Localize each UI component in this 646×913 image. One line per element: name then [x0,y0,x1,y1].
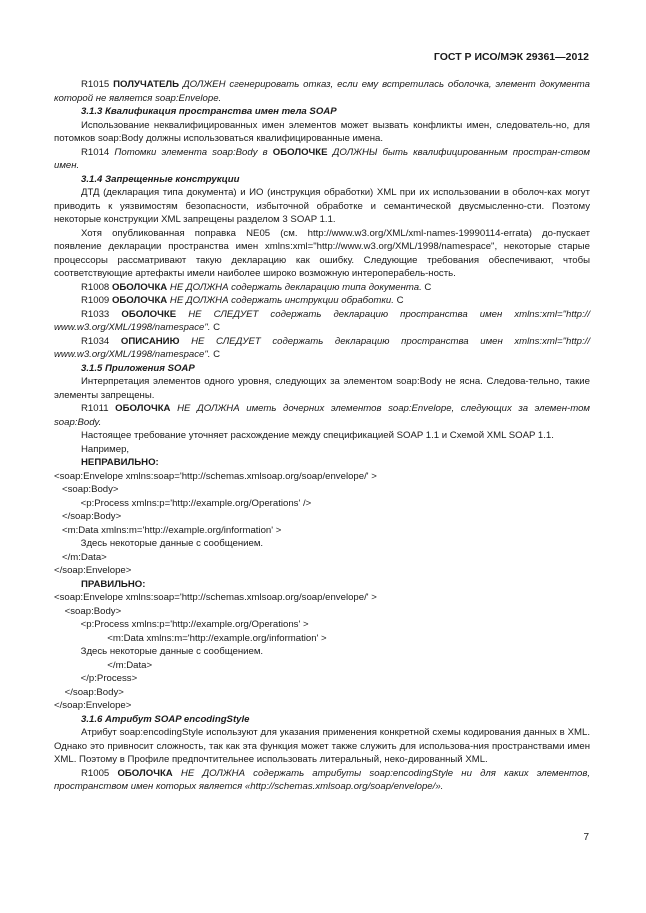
req-keyword: ПОЛУЧАТЕЛЬ [113,79,180,90]
requirement-r1005 [54,767,590,794]
code-line: Здесь некоторые данные с сообщением. [54,538,264,549]
req-id: R1009 [81,295,112,306]
req-keyword: ОБОЛОЧКА [111,281,168,293]
code-line: <soap:Body> [54,605,122,617]
paragraph: Хотя опубликованная поправка NE05 (см. http://www.w3.org/XML/xml-names-19990114-errata) до-пускает появление декларации пространства имен xmlns:xml="http://www.w3.org/XML/1998/namespace", некоторые старые процессоры рассматривают такую декларацию как ошибку. Следующие требования обеспечивают, чтобы соответствующие артефакты имели наиболее широко возможную интероперабель-ность. [54,227,590,279]
requirement-r1008 [54,281,590,295]
code-line: <m:Data xmlns:m='http://example.org/information' > [54,524,282,536]
req-flag: C [210,349,221,360]
req-keyword: ОБОЛОЧКА [111,295,168,306]
section-heading-3-1-5: 3.1.5 Приложения SOAP [81,362,195,374]
code-line: </m:Data> [54,659,153,671]
code-line: <p:Process xmlns:p='http://example.org/Operations' /> [54,497,312,509]
req-keyword: ОБОЛОЧКА [117,767,173,779]
req-id: R1033 [81,308,122,320]
requirement-r1015 [54,78,590,105]
requirement-r1014 [54,146,590,173]
page-number: 7 [583,832,589,843]
requirement-r1034 [54,335,590,362]
req-keyword: ОБОЛОЧКЕ [121,308,177,320]
page-body [54,78,590,794]
paragraph: ДТД (декларация типа документа) и ИО (инструкция обработки) XML при их использовании в оболоч-ках могут приводить к уязвимостям безопасности, избыточной обработке и семантической двусмысленно-сти. Поэтому некоторые конструкции XML запрещены разделом 3 SOAP 1.1. [54,187,590,225]
code-right [54,591,590,713]
req-text: Потомки элемента soap:Body в [114,146,273,158]
paragraph: Настоящее требование уточняет расхождение между спецификацией SOAP 1.1 и Схемой XML SOAP 1.1. [81,430,554,441]
req-keyword: ОБОЛОЧКЕ [272,146,328,158]
requirement-r1009 [54,294,590,308]
req-flag: C [421,281,432,293]
code-line: Здесь некоторые данные с сообщением. [54,646,264,657]
req-id: R1034 [81,335,121,347]
code-line: <p:Process xmlns:p='http://example.org/Operations' > [54,619,309,630]
example-label: Например, [81,443,130,455]
document-header: ГОСТ Р ИСО/МЭК 29361—2012 [433,51,589,63]
req-id: R1005 [81,767,118,779]
req-text: НЕ ДОЛЖНА иметь дочерних элементов soap:Envelope, следующих за элемен-том soap:Body. [54,403,590,428]
req-keyword: ОПИСАНИЮ [120,335,180,347]
code-wrong [54,470,590,578]
code-line: </soap:Body> [54,686,124,698]
req-text: НЕ СЛЕДУЕТ содержать декларацию пространства имен xmlns:xml="http:// www.w3.org/XML/1998/namespace". [54,335,591,360]
code-line: <m:Data xmlns:m='http://example.org/information' > [54,632,327,644]
code-line: <soap:Body> [54,484,119,495]
requirement-r1011 [54,402,590,429]
paragraph: Интерпретация элементов одного уровня, следующих за элементом soap:Body не ясна. Следова-тельно, такие элементы запрещены. [54,376,590,401]
section-heading-3-1-6: 3.1.6 Атрибут SOAP encodingStyle [81,713,250,725]
req-id: R1014 [81,146,115,158]
code-line: </p:Process> [54,673,138,684]
req-text: НЕ ДОЛЖНА содержать атрибуты soap:encodingStyle ни для каких элементов, пространством имен которых является «http://schemas.xmlsoap.org/soap/envelope/». [54,767,590,792]
code-line: </m:Data> [54,551,107,563]
code-line: </soap:Envelope> [54,565,132,576]
wrong-label: НЕПРАВИЛЬНО: [81,457,159,468]
req-id: R1015 [81,79,114,90]
paragraph: Использование неквалифицированных имен элементов может вызвать конфликты имен, следователь-но, для потомков soap:Body должны использоваться квалифицированные имена. [54,119,590,144]
req-id: R1008 [81,281,112,293]
right-label: ПРАВИЛЬНО: [81,578,146,590]
requirement-r1033 [54,308,590,335]
code-line: </soap:Envelope> [54,700,132,711]
req-id: R1011 [81,403,116,414]
req-flag: C [393,295,404,306]
req-text: ДОЛЖЕН сгенерировать отказ, если ему встретилась оболочка, элемент документа которой не является soap:Envelope. [54,79,591,104]
code-line: <soap:Envelope xmlns:soap='http://schemas.xmlsoap.org/soap/envelope/' > [54,592,377,603]
req-keyword: ОБОЛОЧКА [115,403,171,414]
req-flag: C [210,322,221,333]
code-line: <soap:Envelope xmlns:soap='http://schemas.xmlsoap.org/soap/envelope/' > [54,470,377,482]
req-text: НЕ СЛЕДУЕТ содержать декларацию пространства имен xmlns:xml="http:// www.w3.org/XML/1998/namespace". [54,308,591,333]
req-text: НЕ ДОЛЖНА содержать декларацию типа документа. [167,281,422,293]
paragraph: Атрибут soap:encodingStyle используют для указания применения конкретной схемы кодирования данных в XML. Однако это привносит сложность, так как эта функция может также служить для использова-ния пространствами имен XML. Поэтому в Профиле предпочтительнее использовать литеральный, неко-дированный XML. [54,727,590,765]
code-line: </soap:Body> [54,511,122,522]
section-heading-3-1-3: 3.1.3 Квалификация пространства имен тела SOAP [81,106,337,117]
req-text: ДОЛЖНЫ быть квалифицированным простран-ством имен. [54,146,590,171]
req-text: НЕ ДОЛЖНА содержать инструкции обработки. [167,295,394,306]
section-heading-3-1-4: 3.1.4 Запрещенные конструкции [81,173,240,185]
